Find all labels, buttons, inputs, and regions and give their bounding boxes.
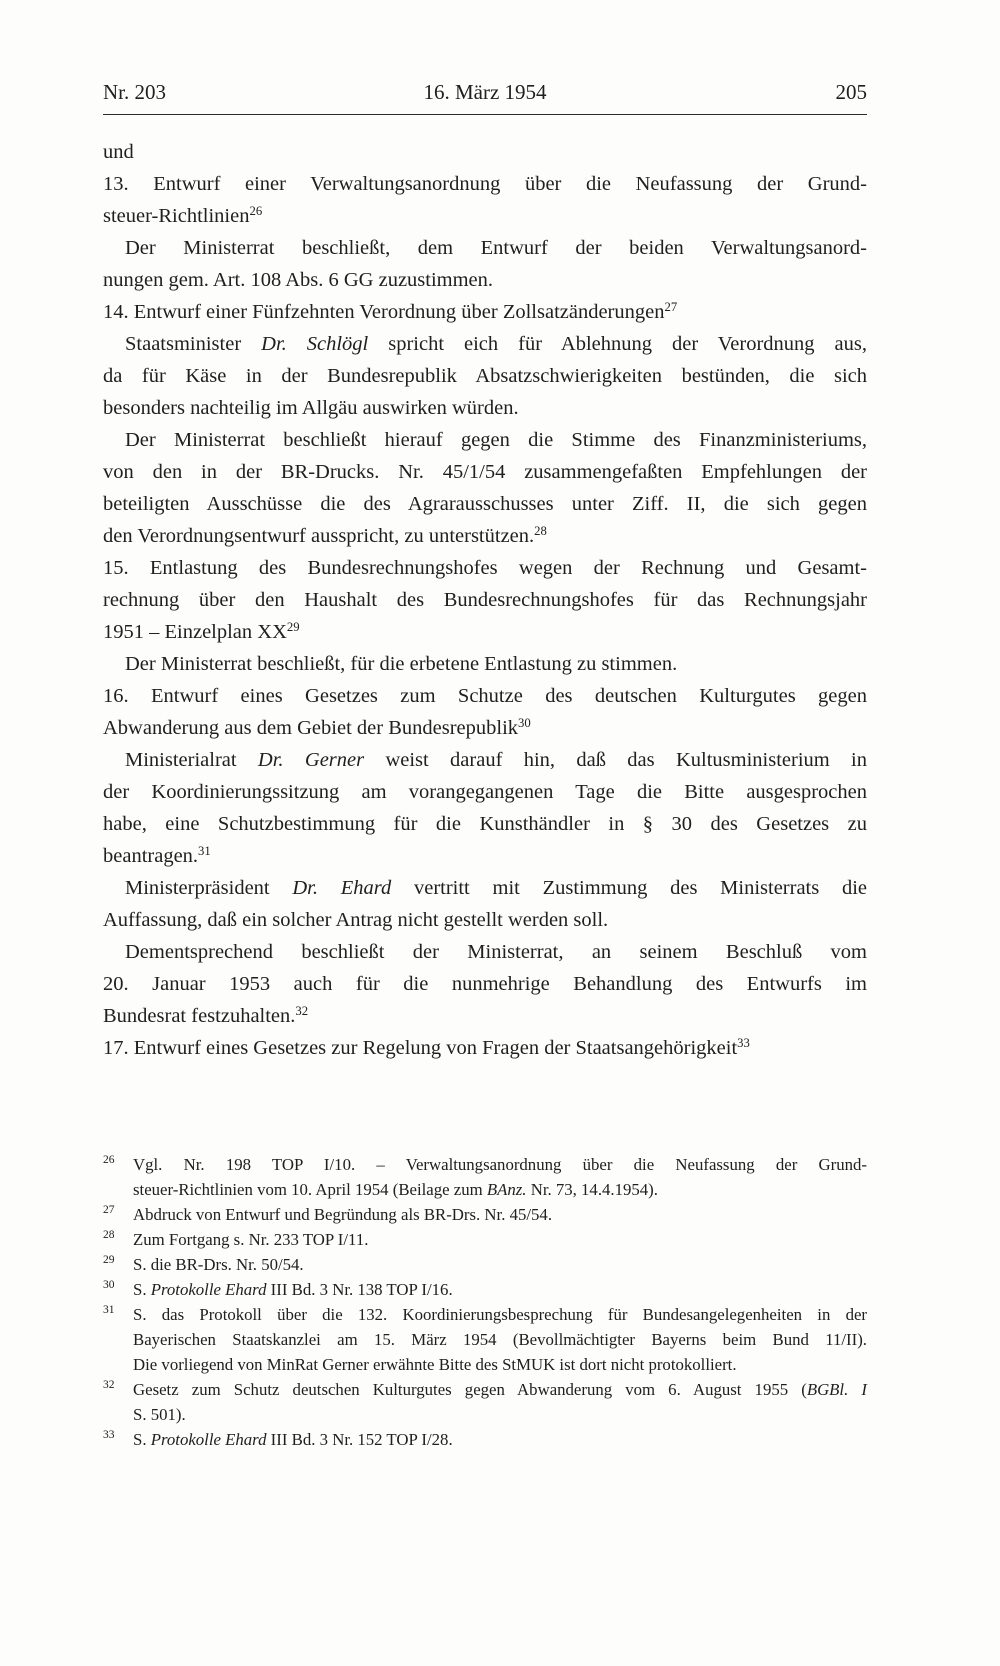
text-segment: von den in der BR-Drucks. Nr. 45/1/54 zusammengefaßten Empfehlungen der	[103, 461, 867, 483]
text-segment: Abdruck von Entwurf und Begründung als BR-Drs. Nr. 45/54.	[133, 1205, 553, 1224]
text-line	[133, 1302, 867, 1327]
text-segment: Dementsprechend beschließt der Ministerrat, an seinem Beschluß vom	[125, 941, 867, 963]
text-segment: weist darauf hin, daß das Kultusministerium in	[364, 749, 867, 771]
header-date: 16. März 1954	[423, 80, 547, 104]
footnote	[103, 1302, 867, 1377]
footnote-marker: 33	[103, 1429, 115, 1441]
text-line	[133, 1402, 867, 1427]
footnote-text	[133, 1427, 867, 1452]
text-segment: Der Ministerrat beschließt, dem Entwurf der beiden Verwaltungsanord-	[125, 237, 867, 259]
footnotes-section	[103, 1152, 867, 1452]
footnote-ref: 26	[249, 204, 263, 219]
text-line	[133, 1252, 867, 1277]
footnote	[103, 1152, 867, 1202]
text-line	[103, 520, 867, 552]
document-body	[103, 136, 867, 1064]
text-line	[103, 808, 867, 840]
text-segment: Der Ministerrat beschließt hierauf gegen die Stimme des Finanzministeriums,	[125, 429, 867, 451]
text-line	[133, 1227, 867, 1252]
text-segment: 17. Entwurf eines Gesetzes zur Regelung von Fragen der Staatsangehörigkeit	[103, 1037, 738, 1059]
text-line	[103, 648, 867, 680]
footnote-ref: 28	[534, 524, 547, 539]
text-segment: III Bd. 3 Nr. 152 TOP I/28.	[266, 1430, 453, 1449]
text-segment: Gesetz zum Schutz deutschen Kulturgutes gegen Abwanderung vom 6. August 1955 (	[133, 1380, 807, 1399]
text-line	[103, 296, 867, 328]
footnote	[103, 1277, 867, 1302]
footnote	[103, 1202, 867, 1227]
text-line	[133, 1327, 867, 1352]
text-segment: 13. Entwurf einer Verwaltungsanordnung über die Neufassung der Grund-	[103, 173, 867, 195]
text-line	[103, 424, 867, 456]
text-segment: S. die BR-Drs. Nr. 50/54.	[133, 1255, 304, 1274]
text-segment: steuer-Richtlinien	[103, 205, 250, 227]
text-segment: Staatsminister	[125, 333, 262, 355]
footnote-marker: 30	[103, 1279, 115, 1291]
text-line	[103, 968, 867, 1000]
footnote-text	[133, 1152, 867, 1202]
text-line	[103, 456, 867, 488]
text-line	[103, 360, 867, 392]
text-segment: Der Ministerrat beschließt, für die erbetene Entlastung zu stimmen.	[125, 653, 678, 675]
footnote-text	[133, 1202, 867, 1227]
text-segment: Nr. 73, 14.4.1954).	[526, 1180, 658, 1199]
text-segment: Zum Fortgang s. Nr. 233 TOP I/11.	[133, 1230, 369, 1249]
text-line	[103, 264, 867, 296]
text-segment: steuer-Richtlinien vom 10. April 1954 (Beilage zum	[133, 1180, 487, 1199]
text-segment: vertritt mit Zustimmung des Ministerrats die	[391, 877, 868, 899]
text-segment: habe, eine Schutzbestimmung für die Kunsthändler in § 30 des Gesetzes zu	[103, 813, 867, 835]
italic-text: BGBl. I	[806, 1380, 867, 1399]
footnote-marker: 31	[103, 1304, 115, 1316]
text-segment: spricht eich für Ablehnung der Verordnung aus,	[368, 333, 867, 355]
footnote-ref: 29	[286, 620, 300, 635]
text-segment: 14. Entwurf einer Fünfzehnten Verordnung über Zollsatzänderungen	[103, 301, 665, 323]
text-segment: Bayerischen Staatskanzlei am 15. März 1954 (Bevollmächtigter Bayerns beim Bund 11/II).	[133, 1330, 867, 1349]
text-segment: und	[103, 141, 134, 163]
text-line	[103, 168, 867, 200]
footnote	[103, 1227, 867, 1252]
text-segment: S. 501).	[133, 1405, 186, 1424]
text-line	[103, 744, 867, 776]
text-line	[103, 840, 867, 872]
text-line	[133, 1427, 867, 1452]
italic-text: Protokolle Ehard	[150, 1280, 267, 1299]
text-segment: Ministerialrat	[125, 749, 258, 771]
text-segment: Abwanderung aus dem Gebiet der Bundesrepublik	[103, 717, 519, 739]
text-line	[103, 488, 867, 520]
text-line	[103, 1032, 867, 1064]
italic-text: Dr. Ehard	[292, 877, 392, 899]
text-line	[103, 552, 867, 584]
italic-text: Dr. Schlögl	[261, 333, 369, 355]
text-segment: nungen gem. Art. 108 Abs. 6 GG zuzustimmen.	[103, 269, 494, 291]
text-line	[103, 1000, 867, 1032]
italic-text: BAnz.	[486, 1180, 527, 1199]
text-segment: 15. Entlastung des Bundesrechnungshofes wegen der Rechnung und Gesamt-	[103, 557, 867, 579]
text-segment: III Bd. 3 Nr. 138 TOP I/16.	[266, 1280, 453, 1299]
footnote-text	[133, 1227, 867, 1252]
footnote-text	[133, 1277, 867, 1302]
text-line	[103, 200, 867, 232]
text-segment: beteiligten Ausschüsse die des Agrarausschusses unter Ziff. II, die sich gegen	[103, 493, 867, 515]
text-line	[133, 1277, 867, 1302]
footnote-ref: 31	[198, 844, 211, 859]
text-line	[133, 1202, 867, 1227]
italic-text: Dr. Gerner	[257, 749, 365, 771]
text-line	[103, 136, 867, 168]
footnote-text	[133, 1252, 867, 1277]
text-segment: Bundesrat festzuhalten.	[103, 1005, 296, 1027]
text-segment: S. das Protokoll über die 132. Koordinierungsbesprechung für Bundesangelegenheiten in der	[133, 1305, 867, 1324]
header-rule	[103, 114, 867, 115]
running-head	[103, 78, 867, 106]
text-segment: rechnung über den Haushalt des Bundesrechnungshofes für das Rechnungsjahr	[103, 589, 867, 611]
footnote	[103, 1377, 867, 1427]
footnote-marker: 27	[103, 1204, 115, 1216]
text-segment: Ministerpräsident	[125, 877, 293, 899]
text-segment: beantragen.	[103, 845, 199, 867]
footnote-ref: 27	[664, 300, 678, 315]
header-doc-number: Nr. 203	[103, 80, 166, 104]
text-line	[133, 1152, 867, 1177]
text-line	[133, 1177, 867, 1202]
text-line	[103, 936, 867, 968]
text-line	[103, 616, 867, 648]
text-segment: S.	[133, 1430, 151, 1449]
text-line	[103, 328, 867, 360]
text-line	[103, 680, 867, 712]
text-segment: Vgl. Nr. 198 TOP I/10. – Verwaltungsanordnung über die Neufassung der Grund-	[133, 1155, 867, 1174]
text-line	[103, 776, 867, 808]
text-segment: 16. Entwurf eines Gesetzes zum Schutze des deutschen Kulturgutes gegen	[103, 685, 867, 707]
text-line	[103, 232, 867, 264]
footnote	[103, 1252, 867, 1277]
text-line	[103, 392, 867, 424]
text-segment: 1951 – Einzelplan XX	[103, 621, 287, 643]
text-line	[103, 584, 867, 616]
footnote-text	[133, 1377, 867, 1427]
header-page-number: 205	[835, 80, 867, 104]
footnote-ref: 32	[295, 1004, 309, 1019]
text-line	[103, 712, 867, 744]
italic-text: Protokolle Ehard	[150, 1430, 267, 1449]
text-line	[133, 1377, 867, 1402]
text-segment: der Koordinierungssitzung am vorangegangenen Tage die Bitte ausgesprochen	[103, 781, 867, 803]
footnote	[103, 1427, 867, 1452]
text-line	[103, 904, 867, 936]
footnote-text	[133, 1302, 867, 1377]
text-segment: den Verordnungsentwurf ausspricht, zu unterstützen.	[103, 525, 535, 547]
text-segment: besonders nachteilig im Allgäu auswirken würden.	[103, 397, 519, 419]
footnote-marker: 28	[103, 1229, 115, 1241]
text-line	[133, 1352, 867, 1377]
footnote-ref: 30	[518, 716, 531, 731]
text-segment: Die vorliegend von MinRat Gerner erwähnte Bitte des StMUK ist dort nicht protokolliert.	[133, 1355, 737, 1374]
text-line	[103, 872, 867, 904]
text-segment: S.	[133, 1280, 151, 1299]
text-segment: 20. Januar 1953 auch für die nunmehrige Behandlung des Entwurfs im	[103, 973, 867, 995]
footnote-marker: 32	[103, 1379, 115, 1391]
footnote-marker: 26	[103, 1154, 115, 1166]
text-segment: da für Käse in der Bundesrepublik Absatzschwierigkeiten bestünden, die sich	[103, 365, 867, 387]
text-segment: Auffassung, daß ein solcher Antrag nicht gestellt werden soll.	[103, 909, 609, 931]
footnote-ref: 33	[737, 1036, 750, 1051]
footnote-marker: 29	[103, 1254, 115, 1266]
